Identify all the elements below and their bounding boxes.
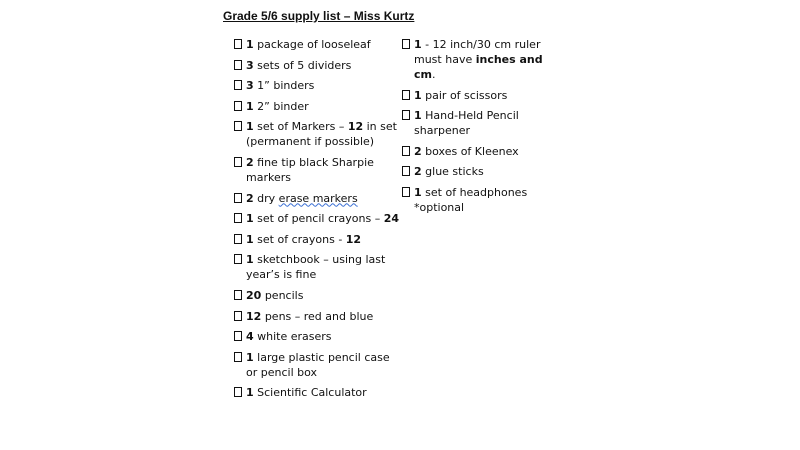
item-quantity: 1: [246, 212, 254, 226]
list-item[interactable]: [234, 232, 404, 247]
checkbox-icon[interactable]: [234, 311, 242, 321]
checkbox-icon[interactable]: [402, 146, 410, 156]
list-item[interactable]: [234, 211, 404, 226]
list-item[interactable]: [402, 88, 547, 103]
item-text: set of headphones *optional: [414, 185, 528, 214]
item-quantity: 1: [414, 109, 422, 123]
item-text: white erasers: [257, 330, 332, 344]
item-quantity: 3: [246, 79, 254, 93]
item-text: 1” binders: [257, 79, 315, 93]
list-item[interactable]: [402, 164, 547, 179]
checkbox-icon[interactable]: [234, 121, 242, 131]
item-underlined-text: erase markers: [278, 191, 358, 205]
item-quantity: 12: [246, 309, 262, 323]
checkbox-icon[interactable]: [402, 39, 410, 49]
checkbox-icon[interactable]: [234, 60, 242, 70]
checkbox-icon[interactable]: [234, 39, 242, 49]
checkbox-icon[interactable]: [234, 80, 242, 90]
item-quantity: 2: [246, 191, 254, 205]
list-item[interactable]: [234, 119, 404, 149]
item-quantity: 3: [246, 58, 254, 72]
list-item[interactable]: [234, 309, 404, 324]
list-item[interactable]: [402, 108, 547, 138]
list-item[interactable]: [234, 78, 404, 93]
item-text: pair of scissors: [425, 88, 508, 102]
checkbox-icon[interactable]: [402, 166, 410, 176]
checkbox-icon[interactable]: [234, 290, 242, 300]
supply-list-right: [402, 37, 547, 221]
item-text-continued: in set (permanent if possible): [246, 120, 397, 149]
item-text: Hand-Held Pencil sharpener: [414, 109, 519, 138]
list-item[interactable]: [234, 329, 404, 344]
item-quantity: 1: [246, 38, 254, 51]
item-bold-text: 24: [383, 212, 400, 226]
list-item[interactable]: [234, 155, 404, 185]
list-item[interactable]: [234, 37, 404, 52]
list-item[interactable]: [234, 58, 404, 73]
item-quantity: 4: [246, 330, 254, 344]
item-quantity: 1: [246, 350, 254, 364]
list-item[interactable]: [234, 191, 404, 206]
checkbox-icon[interactable]: [234, 101, 242, 111]
checkbox-icon[interactable]: [234, 193, 242, 203]
checkbox-icon[interactable]: [234, 254, 242, 264]
checkbox-icon[interactable]: [234, 213, 242, 223]
checkbox-icon[interactable]: [402, 90, 410, 100]
checkbox-icon[interactable]: [234, 157, 242, 167]
list-item[interactable]: [402, 185, 547, 215]
item-text: Scientific Calculator: [257, 386, 367, 400]
item-quantity: 1: [246, 99, 254, 113]
list-item[interactable]: [234, 99, 404, 114]
item-quantity: 1: [246, 386, 254, 400]
item-text: pencils: [264, 288, 304, 302]
item-text: sketchbook – using last year’s is fine: [246, 253, 386, 282]
item-text: dry: [257, 191, 279, 205]
item-quantity: 2: [414, 144, 422, 158]
item-text: set of pencil crayons –: [257, 212, 384, 226]
supply-list-left: [234, 37, 404, 406]
item-quantity: 1: [246, 232, 254, 246]
page-title: Grade 5/6 supply list – Miss Kurtz: [223, 9, 415, 23]
list-item[interactable]: [234, 252, 404, 282]
item-quantity: 2: [414, 165, 422, 179]
item-text: glue sticks: [425, 165, 484, 179]
item-quantity: 2: [246, 155, 254, 169]
item-quantity: 1: [414, 185, 422, 199]
item-text: boxes of Kleenex: [425, 144, 519, 158]
list-item[interactable]: [402, 37, 547, 82]
list-item[interactable]: [234, 350, 404, 380]
item-quantity: 1: [246, 253, 254, 267]
list-item[interactable]: [234, 385, 404, 400]
item-quantity: 1: [246, 120, 254, 134]
item-text: sets of 5 dividers: [257, 58, 352, 72]
item-text: - 12 inch/30 cm ruler must have: [414, 38, 541, 66]
checkbox-icon[interactable]: [234, 352, 242, 362]
list-item[interactable]: [234, 288, 404, 303]
item-bold-text: inches and cm: [414, 53, 543, 81]
item-quantity: 20: [246, 288, 262, 302]
item-text: large plastic pencil case or pencil box: [246, 350, 390, 379]
checkbox-icon[interactable]: [402, 110, 410, 120]
item-quantity: 1: [414, 88, 422, 102]
item-bold-text: 12: [347, 120, 364, 134]
item-quantity: 1: [414, 38, 422, 51]
item-text: set of crayons -: [257, 232, 346, 246]
checkbox-icon[interactable]: [234, 234, 242, 244]
item-text: set of Markers –: [257, 120, 348, 134]
item-text: package of looseleaf: [257, 38, 371, 51]
list-item[interactable]: [402, 144, 547, 159]
item-text: fine tip black Sharpie markers: [246, 155, 374, 184]
item-text: 2” binder: [257, 99, 309, 113]
checkbox-icon[interactable]: [402, 187, 410, 197]
checkbox-icon[interactable]: [234, 387, 242, 397]
checkbox-icon[interactable]: [234, 331, 242, 341]
item-text: pens – red and blue: [264, 309, 374, 323]
item-text-continued: .: [431, 68, 436, 81]
item-bold-text: 12: [345, 232, 362, 246]
